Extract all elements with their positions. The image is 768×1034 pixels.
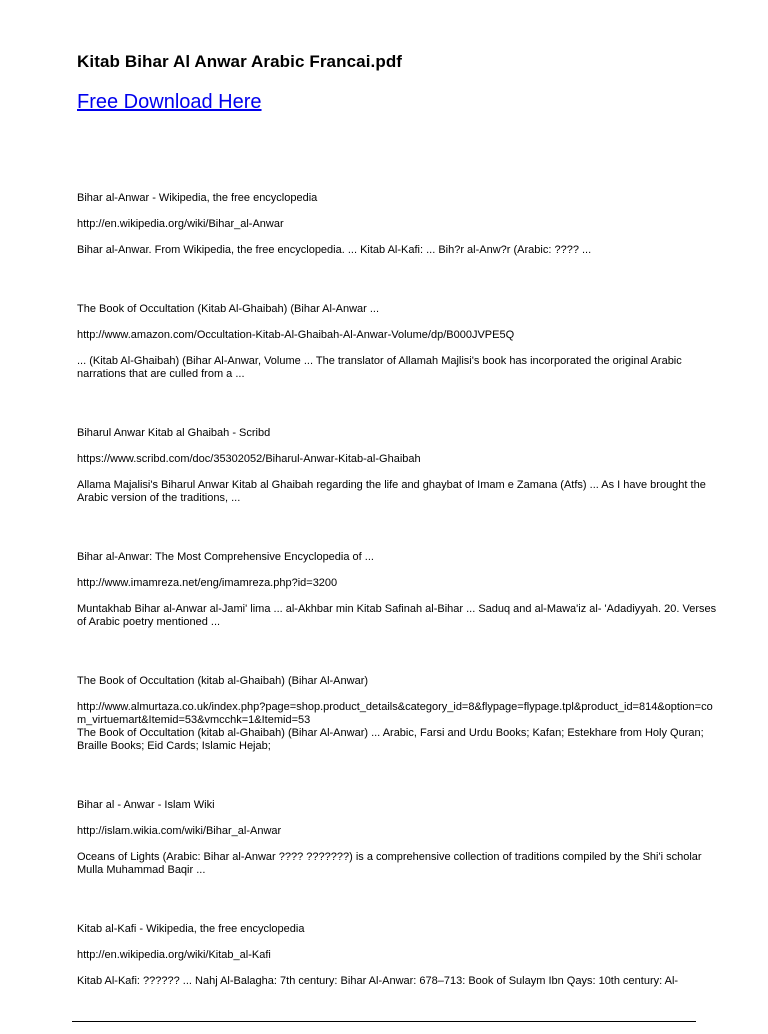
- result-item: [77, 799, 719, 877]
- result-url[interactable]: http://en.wikipedia.org/wiki/Kitab_al-Kafi: [77, 949, 271, 961]
- result-url[interactable]: http://islam.wikia.com/wiki/Bihar_al-Anwar: [77, 825, 282, 837]
- result-title: Bihar al - Anwar - Islam Wiki: [77, 799, 215, 811]
- result-snippet: The Book of Occultation (kitab al-Ghaibah) (Bihar Al-Anwar) ... Arabic, Farsi and Urdu Books; Kafan; Estekhare from Holy Quran; Braille Books; Eid Cards; Islamic Hejab;: [77, 727, 704, 752]
- result-url[interactable]: http://www.imamreza.net/eng/imamreza.php?id=3200: [77, 577, 338, 589]
- result-item: [77, 675, 719, 753]
- free-download-link[interactable]: Free Download Here: [77, 91, 262, 113]
- result-item: [77, 303, 719, 381]
- result-title: Bihar al-Anwar - Wikipedia, the free encyclopedia: [77, 192, 318, 204]
- result-snippet: Kitab Al-Kafi: ?????? ... Nahj Al-Balagha: 7th century: Bihar Al-Anwar: 678–713: Book of Sulaym Ibn Qays: 10th century: Al-: [77, 975, 679, 987]
- result-title: Bihar al-Anwar: The Most Comprehensive Encyclopedia of ...: [77, 551, 374, 563]
- footer-divider: [72, 1021, 696, 1022]
- search-results-list: [77, 192, 719, 1034]
- result-url[interactable]: http://en.wikipedia.org/wiki/Bihar_al-Anwar: [77, 218, 284, 230]
- result-url[interactable]: http://www.almurtaza.co.uk/index.php?page=shop.product_details&category_id=8&flypage=flypage.tpl&product_id=814&option=com_virtuemart&Itemid=53&vmcchk=1&Itemid=53: [77, 701, 713, 726]
- page-title: Kitab Bihar Al Anwar Arabic Francai.pdf: [77, 52, 403, 71]
- result-snippet: Muntakhab Bihar al-Anwar al-Jami' lima ... al-Akhbar min Kitab Safinah al-Bihar ... Saduq and al-Mawa'iz al- 'Adadiyyah. 20. Verses of Arabic poetry mentioned ...: [77, 603, 717, 628]
- result-item: [77, 923, 719, 988]
- result-title: Kitab al-Kafi - Wikipedia, the free encyclopedia: [77, 923, 305, 935]
- result-snippet: Allama Majalisi's Biharul Anwar Kitab al Ghaibah regarding the life and ghaybat of Imam e Zamana (Atfs) ... As I have brought the Arabic version of the traditions, ...: [77, 479, 706, 504]
- result-item: [77, 427, 719, 505]
- result-item: [77, 551, 719, 629]
- result-snippet: Oceans of Lights (Arabic: Bihar al-Anwar ???? ???????) is a comprehensive collection of traditions compiled by the Shi'i scholar Mulla Muhammad Baqir ...: [77, 851, 702, 876]
- result-title: Biharul Anwar Kitab al Ghaibah - Scribd: [77, 427, 271, 439]
- result-item: [77, 192, 719, 257]
- result-snippet: ... (Kitab Al-Ghaibah) (Bihar Al-Anwar, Volume ... The translator of Allamah Majlisi's book has incorporated the original Arabic narrations that are culled from a ...: [77, 355, 682, 380]
- result-url[interactable]: https://www.scribd.com/doc/35302052/Biharul-Anwar-Kitab-al-Ghaibah: [77, 453, 421, 465]
- result-snippet: Bihar al-Anwar. From Wikipedia, the free encyclopedia. ... Kitab Al-Kafi: ... Bih?r al-Anw?r (Arabic: ???? ...: [77, 244, 592, 256]
- result-title: The Book of Occultation (Kitab Al-Ghaibah) (Bihar Al-Anwar ...: [77, 303, 380, 315]
- result-url[interactable]: http://www.amazon.com/Occultation-Kitab-Al-Ghaibah-Al-Anwar-Volume/dp/B000JVPE5Q: [77, 329, 515, 341]
- result-title: The Book of Occultation (kitab al-Ghaibah) (Bihar Al-Anwar): [77, 675, 369, 687]
